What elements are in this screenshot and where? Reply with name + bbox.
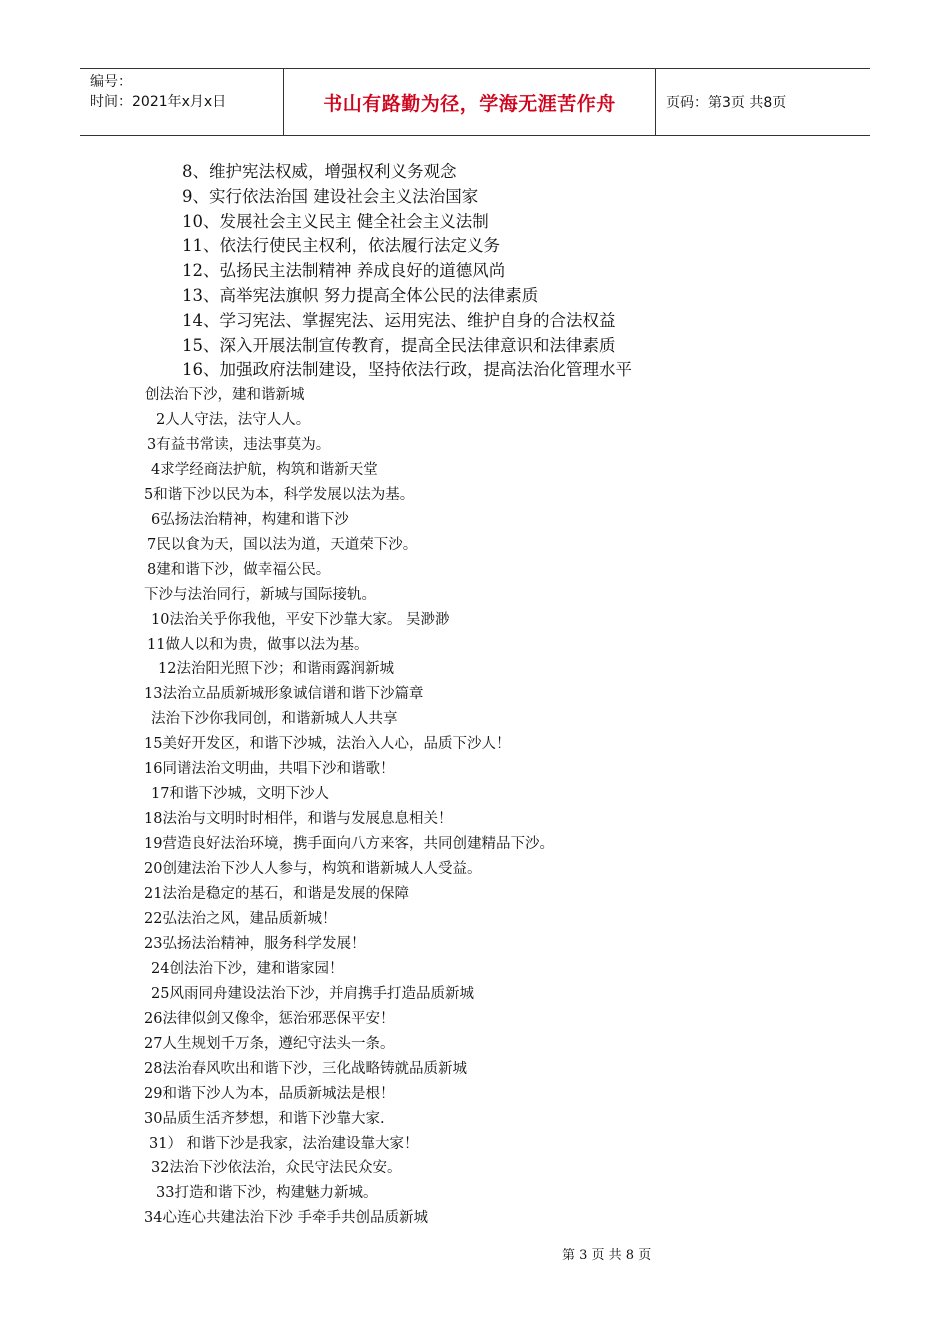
slogan-line: 32法治下沙依法治，众民守法民众安。 bbox=[151, 1160, 402, 1177]
slogan-line: 23弘扬法治精神，服务科学发展！ bbox=[144, 935, 366, 952]
slogan-line: 6弘扬法治精神，构建和谐下沙 bbox=[151, 511, 349, 528]
slogan-line: 31） 和谐下沙是我家，法治建设靠大家！ bbox=[149, 1135, 419, 1152]
slogan-line: 28法治春风吹出和谐下沙，三化战略铸就品质新城 bbox=[144, 1060, 467, 1077]
slogan-line: 7民以食为天，国以法为道，天道荣下沙。 bbox=[147, 536, 418, 553]
slogan-line: 21法治是稳定的基石，和谐是发展的保障 bbox=[144, 886, 409, 902]
slogan-line: 25风雨同舟建设法治下沙，并肩携手打造品质新城 bbox=[151, 985, 474, 1002]
slogan-line: 18法治与文明时时相伴，和谐与发展息息相关！ bbox=[144, 811, 453, 828]
slogan-line: 33打造和谐下沙，构建魅力新城。 bbox=[156, 1185, 378, 1202]
slogan-line: 12法治阳光照下沙；和谐雨露润新城 bbox=[158, 661, 394, 678]
document-time-label: 时间：2021年x月x日 bbox=[90, 94, 227, 110]
topic-line: 9、实行依法治国 建设社会主义法治国家 bbox=[182, 186, 479, 206]
slogan-line: 5和谐下沙以民为本，科学发展以法为基。 bbox=[144, 486, 415, 503]
slogan-line: 13法治立品质新城形象诚信谱和谐下沙篇章 bbox=[144, 686, 424, 703]
topic-line: 10、发展社会主义民主 健全社会主义法制 bbox=[182, 211, 489, 231]
slogan-line: 11做人以和为贵，做事以法为基。 bbox=[147, 636, 369, 653]
slogan-line: 30品质生活齐梦想，和谐下沙靠大家. bbox=[144, 1110, 385, 1127]
topic-line: 11、依法行使民主权利，依法履行法定义务 bbox=[182, 236, 500, 256]
slogan-line: 2人人守法，法守人人。 bbox=[156, 411, 311, 428]
topic-line: 16、加强政府法制建设，坚持依法行政，提高法治化管理水平 bbox=[182, 360, 632, 380]
header-motto: 书山有路勤为径，学海无涯苦作舟 bbox=[283, 69, 656, 135]
topic-line: 13、高举宪法旗帜 努力提高全体公民的法律素质 bbox=[182, 286, 539, 305]
topic-line: 12、弘扬民主法制精神 养成良好的道德风尚 bbox=[182, 261, 506, 281]
topic-line: 14、学习宪法、掌握宪法、运用宪法、维护自身的合法权益 bbox=[182, 310, 616, 330]
slogan-line: 20创建法治下沙人人参与，构筑和谐新城人人受益。 bbox=[144, 861, 482, 878]
slogan-line: 26法律似剑又像伞，惩治邪恶保平安！ bbox=[144, 1010, 395, 1027]
page-footer: 第 3 页 共 8 页 bbox=[562, 1248, 652, 1263]
slogan-line: 24创法治下沙，建和谐家园！ bbox=[151, 960, 344, 977]
slogan-line: 22弘法治之风，建品质新城！ bbox=[144, 910, 337, 927]
slogan-line: 下沙与法治同行，新城与国际接轨。 bbox=[144, 586, 376, 603]
slogan-line: 15美好开发区，和谐下沙城，法治入人心，品质下沙人！ bbox=[144, 736, 511, 753]
topic-line: 8、维护宪法权威，增强权利义务观念 bbox=[182, 162, 457, 181]
document-number-label: 编号： bbox=[90, 74, 132, 90]
slogan-line: 创法治下沙，建和谐新城 bbox=[145, 387, 305, 403]
slogan-line: 3有益书常读，违法事莫为。 bbox=[147, 436, 331, 453]
slogan-line: 29和谐下沙人为本，品质新城法是根！ bbox=[144, 1085, 395, 1102]
slogan-line: 8建和谐下沙，做幸福公民。 bbox=[147, 561, 331, 578]
document-header bbox=[80, 68, 870, 136]
slogan-line: 34心连心共建法治下沙 手牵手共创品质新城 bbox=[144, 1210, 429, 1227]
slogan-line: 法治下沙你我同创，和谐新城人人共享 bbox=[151, 711, 398, 728]
slogan-line: 17和谐下沙城，文明下沙人 bbox=[151, 786, 329, 803]
slogan-line: 10法治关乎你我他，平安下沙靠大家。 吴渺渺 bbox=[151, 611, 450, 628]
slogan-line: 4求学经商法护航，构筑和谐新天堂 bbox=[151, 461, 378, 478]
slogan-line: 27人生规划千万条，遵纪守法头一条。 bbox=[144, 1035, 395, 1052]
topic-line: 15、深入开展法制宣传教育，提高全民法律意识和法律素质 bbox=[182, 335, 616, 355]
slogan-line: 16同谱法治文明曲，共唱下沙和谐歌！ bbox=[144, 761, 395, 778]
slogan-line: 19营造良好法治环境，携手面向八方来客，共同创建精品下沙。 bbox=[144, 836, 554, 853]
header-page-info: 页码：第3页 共8页 bbox=[666, 95, 787, 111]
header-meta bbox=[80, 69, 283, 135]
